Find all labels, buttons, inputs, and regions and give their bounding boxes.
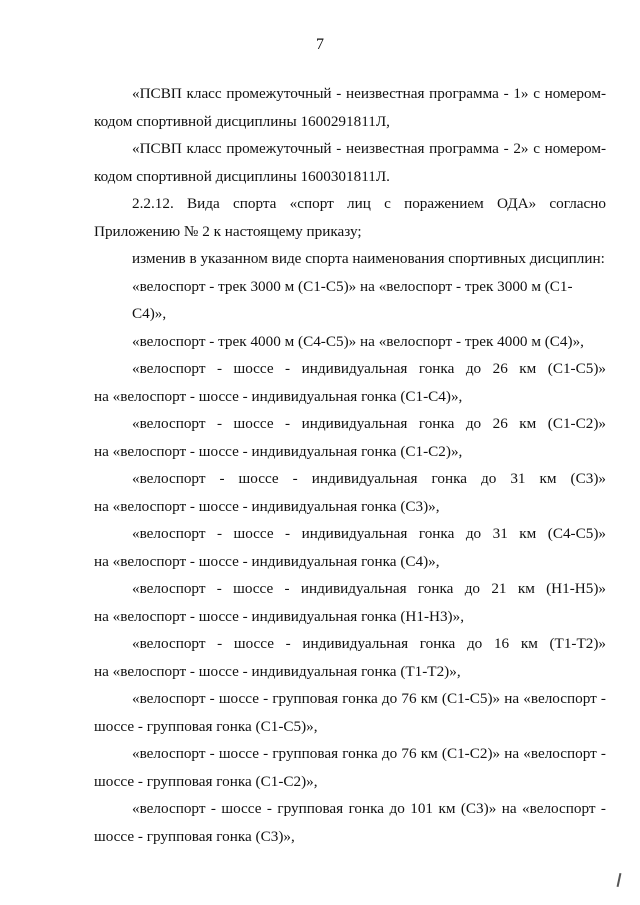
paragraph-continuation: на «велоспорт - шоссе - индивидуальная гонка (C4)», [94, 552, 440, 570]
paragraph-line: «велоспорт - трек 4000 м (C4-C5)» на «велоспорт - трек 4000 м (C4)», [132, 332, 584, 350]
paragraph-continuation: шоссе - групповая гонка (C1-C5)», [94, 717, 318, 735]
paragraph-first-line: 2.2.12. Вида спорта «спорт лиц с поражением ОДА» согласно [132, 195, 606, 212]
paragraph-first-line: «велоспорт - шоссе - индивидуальная гонка до 31 км (C4-C5)» [132, 525, 606, 542]
paragraph-line: «велоспорт - трек 3000 м (C1-C5)» на «велоспорт - трек 3000 м (C1-C4)», [132, 277, 573, 322]
paragraph-first-line: «велоспорт - шоссе - индивидуальная гонка до 26 км (C1-C5)» [132, 360, 606, 377]
paragraph [94, 685, 606, 740]
paragraph-first-line: «ПСВП класс промежуточный - неизвестная программа - 1» с номером- [132, 85, 606, 102]
paragraph [94, 328, 606, 356]
paragraph-first-line: «велоспорт - шоссе - групповая гонка до 76 км (C1-C2)» на «велоспорт - [132, 745, 606, 762]
paragraph-first-line: «велоспорт - шоссе - индивидуальная гонка до 26 км (C1-C2)» [132, 415, 606, 432]
document-body [94, 80, 606, 850]
paragraph [94, 80, 606, 135]
paragraph [94, 575, 606, 630]
paragraph-continuation: на «велоспорт - шоссе - индивидуальная гонка (T1-T2)», [94, 662, 461, 680]
paragraph [94, 355, 606, 410]
paragraph-first-line: «велоспорт - шоссе - групповая гонка до 76 км (C1-C5)» на «велоспорт - [132, 690, 606, 707]
paragraph [94, 245, 606, 273]
scan-mark [617, 873, 622, 887]
paragraph [94, 410, 606, 465]
paragraph-first-line: «велоспорт - шоссе - индивидуальная гонка до 16 км (T1-T2)» [132, 635, 606, 652]
paragraph [94, 740, 606, 795]
paragraph-continuation: на «велоспорт - шоссе - индивидуальная гонка (C1-C2)», [94, 442, 463, 460]
paragraph-continuation: на «велоспорт - шоссе - индивидуальная гонка (C1-C4)», [94, 387, 463, 405]
paragraph-continuation: Приложению № 2 к настоящему приказу; [94, 222, 362, 240]
paragraph [94, 135, 606, 190]
paragraph-first-line: «ПСВП класс промежуточный - неизвестная программа - 2» с номером- [132, 140, 606, 157]
paragraph [94, 520, 606, 575]
paragraph [94, 190, 606, 245]
paragraph-first-line: «велоспорт - шоссе - индивидуальная гонка до 31 км (C3)» [132, 470, 606, 487]
paragraph-first-line: «велоспорт - шоссе - индивидуальная гонка до 21 км (H1-H5)» [132, 580, 606, 597]
paragraph-first-line: «велоспорт - шоссе - групповая гонка до 101 км (C3)» на «велоспорт - [132, 800, 606, 817]
paragraph-continuation: на «велоспорт - шоссе - индивидуальная гонка (C3)», [94, 497, 440, 515]
paragraph [94, 795, 606, 850]
paragraph-continuation: на «велоспорт - шоссе - индивидуальная гонка (H1-H3)», [94, 607, 465, 625]
paragraph-line: изменив в указанном виде спорта наименования спортивных дисциплин: [132, 250, 605, 267]
paragraph [94, 630, 606, 685]
paragraph-continuation: шоссе - групповая гонка (C1-C2)», [94, 772, 318, 790]
paragraph [94, 273, 606, 328]
paragraph [94, 465, 606, 520]
paragraph-continuation: кодом спортивной дисциплины 1600291811Л, [94, 112, 390, 130]
page-number: 7 [316, 36, 324, 53]
paragraph-continuation: кодом спортивной дисциплины 1600301811Л. [94, 167, 390, 185]
paragraph-continuation: шоссе - групповая гонка (C3)», [94, 827, 295, 845]
